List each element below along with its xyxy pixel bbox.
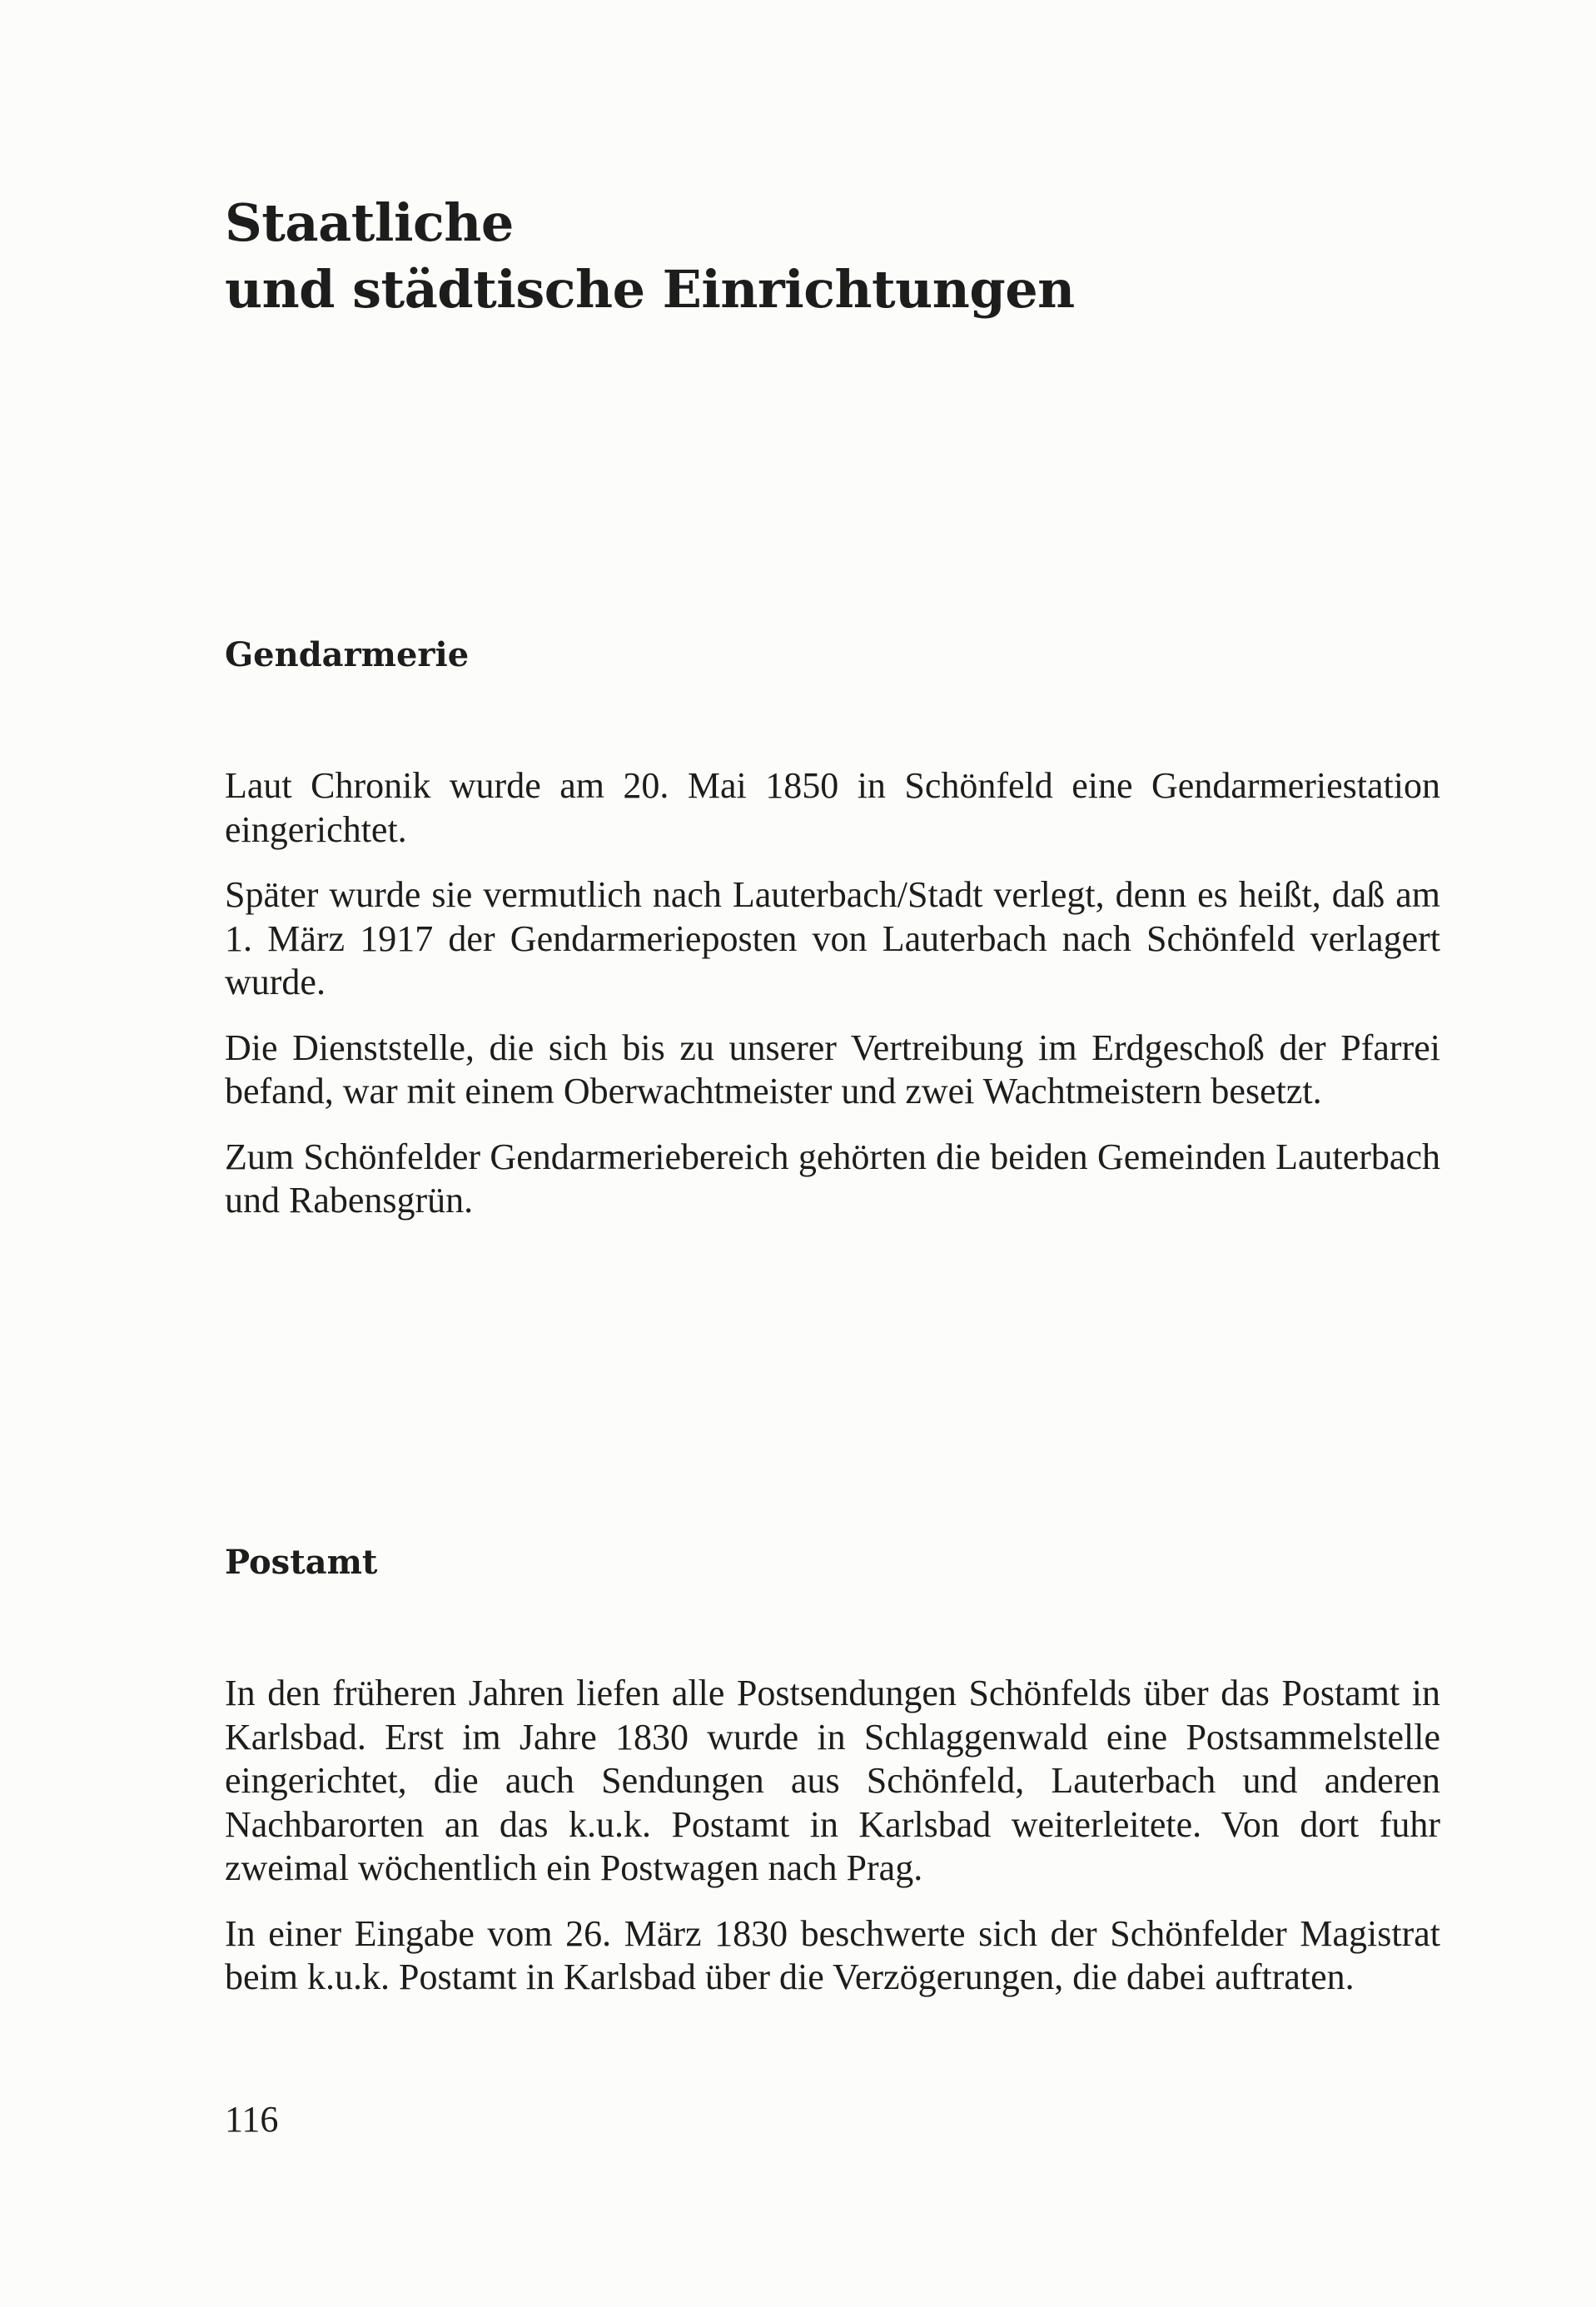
paragraph: Zum Schönfelder Gendarmeriebereich gehörten die beiden Gemeinden Lauterbach und Rabensgrün. [225, 1136, 1440, 1221]
paragraph: In einer Eingabe vom 26. März 1830 beschwerte sich der Schönfelder Magistrat beim k.u.k. Postamt in Karlsbad über die Verzögerungen, die dabei auftraten. [225, 1912, 1440, 1997]
page-title-line-1: Staatliche [225, 192, 514, 253]
page-title [225, 190, 1474, 323]
section-heading-gendarmerie: Gendarmerie [225, 635, 470, 674]
paragraph: Die Dienststelle, die sich bis zu unserer Vertreibung im Erdgeschoß der Pfarrei befand, war mit einem Oberwachtmeister und zwei Wachtmeistern besetzt. [225, 1027, 1440, 1111]
paragraph: Später wurde sie vermutlich nach Lauterbach/Stadt verlegt, denn es heißt, daß am 1. März 1917 der Gendarmerieposten von Lauterbach nach Schönfeld verlagert wurde. [225, 874, 1440, 1002]
paragraph: In den früheren Jahren liefen alle Postsendungen Schönfelds über das Postamt in Karlsbad. Erst im Jahre 1830 wurde in Schlaggenwald eine Postsammelstelle eingerichtet, die auch Sendungen aus Schönfeld, Lauterbach und anderen Nachbarorten an das k.u.k. Postamt in Karlsbad weiterleitete. Von dort fuhr zweimal wöchentlich ein Postwagen nach Prag. [225, 1673, 1440, 1888]
section-body-postamt [225, 1672, 1440, 2021]
paragraph: Laut Chronik wurde am 20. Mai 1850 in Schönfeld eine Gendarmeriestation eingerichtet. [225, 765, 1440, 850]
section-heading-postamt: Postamt [225, 1543, 378, 1582]
section-body-gendarmerie [225, 764, 1440, 1245]
page-title-line-2: und städtische Einrichtungen [225, 259, 1075, 320]
page-number: 116 [225, 2099, 279, 2140]
